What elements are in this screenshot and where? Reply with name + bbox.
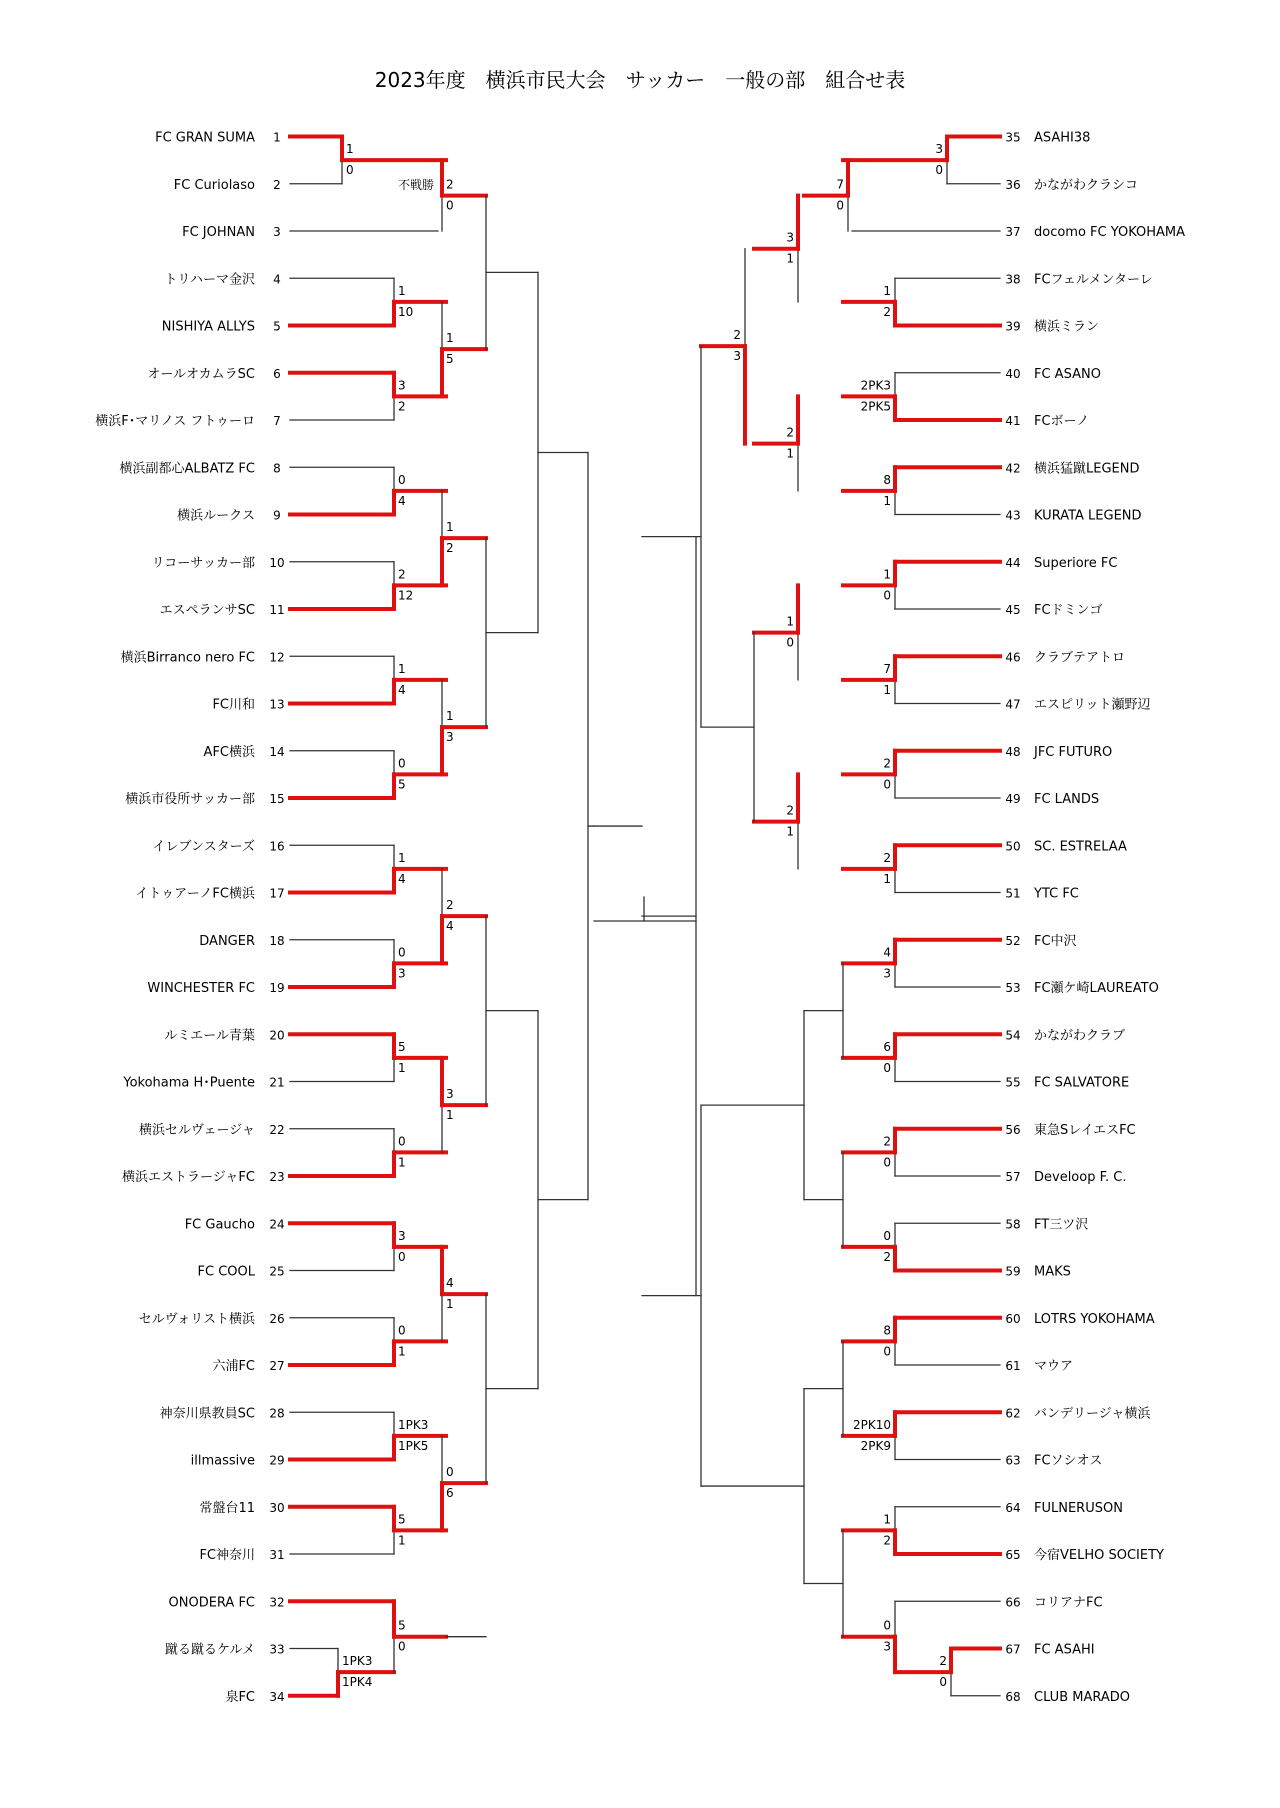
team-name: コリアナFC (1034, 1595, 1103, 1611)
team-name: かながわクラシコ (1034, 177, 1139, 193)
team-number: 58 (1005, 1217, 1021, 1232)
team-number: 40 (1005, 366, 1021, 381)
team-number: 9 (273, 508, 281, 523)
match-score: 8 (883, 472, 891, 487)
match-score: 0 (883, 588, 891, 603)
match-score: 3 (398, 378, 406, 393)
team-number: 68 (1005, 1689, 1021, 1704)
team-number: 56 (1005, 1122, 1021, 1137)
match-score: 5 (398, 777, 406, 792)
match-score: 4 (398, 682, 406, 697)
team-number: 23 (269, 1170, 285, 1184)
team-name: DANGER (199, 933, 255, 949)
team-name: FC神奈川 (199, 1548, 255, 1563)
match-score: 0 (398, 472, 406, 487)
team-name: FC ASAHI (1034, 1642, 1095, 1658)
match-score: 1 (398, 1060, 406, 1075)
team-name: MAKS (1034, 1264, 1071, 1280)
team-number: 6 (273, 366, 281, 381)
team-number: 42 (1005, 461, 1021, 476)
match-score: 0 (446, 198, 454, 213)
match-score: 0 (398, 1323, 406, 1338)
team-number: 34 (269, 1689, 285, 1704)
match-score: 0 (398, 945, 406, 960)
match-score: 3 (935, 142, 943, 157)
team-number: 38 (1005, 272, 1021, 287)
team-number: 31 (269, 1548, 285, 1562)
team-number: 5 (273, 319, 281, 334)
walkover-label: 不戦勝 (398, 177, 435, 192)
team-number: 20 (269, 1028, 285, 1043)
team-number: 8 (273, 461, 281, 476)
team-name: FCフェルメンターレ (1034, 272, 1153, 288)
team-name: バンデリージャ横浜 (1034, 1406, 1151, 1422)
team-number: 11 (269, 603, 285, 617)
match-score: 5 (446, 352, 454, 367)
match-score: 3 (733, 349, 741, 364)
match-score: 0 (346, 163, 354, 178)
match-score: 0 (883, 1618, 891, 1633)
team-name: イトゥアーノFC横浜 (135, 886, 255, 902)
team-number: 47 (1005, 697, 1021, 712)
match-score: 7 (836, 177, 844, 192)
team-name: LOTRS YOKOHAMA (1034, 1311, 1155, 1327)
team-name: FC ASANO (1034, 366, 1101, 382)
team-number: 61 (1005, 1359, 1021, 1373)
team-name: 六浦FC (212, 1359, 255, 1374)
team-name: Develoop F. C. (1034, 1170, 1127, 1185)
team-number: 16 (269, 839, 285, 854)
match-score: 7 (883, 661, 891, 676)
match-score: 6 (446, 1486, 454, 1501)
match-score: 0 (786, 635, 794, 650)
match-score: 2 (733, 328, 741, 343)
team-number: 24 (269, 1217, 285, 1232)
match-score: 2PK10 (852, 1417, 891, 1432)
team-number: 18 (269, 933, 285, 948)
team-name: FC JOHNAN (182, 225, 255, 240)
match-score: 3 (446, 730, 454, 745)
team-number: 14 (269, 744, 285, 759)
team-name: KURATA LEGEND (1034, 508, 1142, 524)
match-score: 0 (398, 756, 406, 771)
team-number: 21 (269, 1075, 285, 1090)
match-score: 2 (883, 850, 891, 865)
team-number: 1 (273, 130, 281, 145)
match-score: 5 (398, 1618, 406, 1633)
match-score: 1 (446, 1108, 454, 1123)
team-name: NISHIYA ALLYS (161, 319, 255, 335)
match-score: 1 (446, 520, 454, 535)
team-number: 19 (269, 981, 285, 995)
match-score: 1 (786, 446, 794, 461)
team-number: 46 (1005, 650, 1021, 665)
team-name: JFC FUTURO (1034, 744, 1113, 760)
team-name: クラブテアトロ (1034, 650, 1126, 666)
team-number: 41 (1005, 414, 1021, 428)
match-score: 1 (883, 283, 891, 298)
match-score: 1 (883, 871, 891, 886)
match-score: 0 (883, 777, 891, 792)
team-name: エスピリット瀬野辺 (1034, 697, 1151, 713)
match-score: 2PK5 (860, 399, 891, 414)
team-number: 29 (269, 1453, 285, 1468)
match-score: 1 (398, 1155, 406, 1170)
match-score: 0 (935, 163, 943, 178)
team-name: FC瀬ケ崎LAUREATO (1034, 981, 1159, 996)
match-score: 3 (446, 1087, 454, 1102)
team-number: 66 (1005, 1595, 1021, 1610)
team-name: 横浜F･マリノス フトゥーロ (95, 414, 255, 429)
team-number: 25 (269, 1264, 285, 1279)
team-name: FC中沢 (1034, 933, 1077, 949)
team-number: 64 (1005, 1500, 1021, 1515)
team-name: 蹴る蹴るケルメ (165, 1642, 255, 1658)
match-score: 0 (398, 1639, 406, 1654)
team-number: 43 (1005, 508, 1021, 523)
match-score: 2PK3 (860, 378, 891, 393)
team-number: 7 (273, 414, 281, 428)
team-number: 22 (269, 1122, 285, 1137)
team-name: ONODERA FC (168, 1595, 255, 1611)
match-score: 1PK3 (342, 1654, 373, 1669)
team-name: FT三ツ沢 (1034, 1217, 1089, 1233)
match-score: 5 (398, 1039, 406, 1054)
team-number: 65 (1005, 1548, 1021, 1562)
team-name: FULNERUSON (1034, 1500, 1123, 1516)
team-number: 13 (269, 697, 285, 712)
team-name: トリハーマ金沢 (164, 272, 255, 288)
team-number: 3 (273, 225, 281, 239)
match-score: 12 (398, 588, 414, 603)
match-score: 1 (398, 661, 406, 676)
team-name: CLUB MARADO (1034, 1689, 1130, 1705)
team-name: illmassive (190, 1453, 255, 1469)
match-score: 4 (446, 919, 454, 934)
team-name: イレブンスターズ (152, 839, 255, 855)
team-name: セルヴォリスト横浜 (138, 1311, 255, 1327)
match-score: 0 (883, 1228, 891, 1243)
team-name: 泉FC (225, 1689, 255, 1705)
match-score: 10 (398, 304, 414, 319)
match-score: 0 (446, 1465, 454, 1480)
team-name: AFC横浜 (203, 744, 255, 760)
team-number: 48 (1005, 744, 1021, 759)
match-score: 4 (398, 493, 406, 508)
team-number: 10 (269, 555, 285, 570)
team-number: 60 (1005, 1311, 1021, 1326)
match-score: 2 (398, 567, 406, 582)
match-score: 1 (786, 824, 794, 839)
match-score: 3 (883, 1639, 891, 1654)
team-name: FC SALVATORE (1034, 1075, 1130, 1091)
team-number: 67 (1005, 1642, 1021, 1657)
match-score: 1 (883, 682, 891, 697)
team-name: 神奈川県教員SC (159, 1406, 255, 1422)
team-name: 横浜セルヴェージャ (139, 1122, 255, 1138)
match-score: 1 (883, 493, 891, 508)
match-score: 2PK9 (860, 1438, 891, 1453)
team-number: 49 (1005, 792, 1021, 806)
team-name: WINCHESTER FC (147, 981, 255, 996)
match-score: 2 (883, 1134, 891, 1149)
team-name: 横浜ルークス (177, 508, 255, 524)
match-score: 1 (346, 142, 354, 157)
match-score: 1 (883, 1512, 891, 1527)
match-score: 2 (398, 399, 406, 414)
match-score: 2 (446, 177, 454, 192)
match-score: 2 (446, 541, 454, 556)
team-name: FC Gaucho (184, 1217, 255, 1233)
match-score: 1 (786, 251, 794, 266)
team-number: 17 (269, 886, 285, 901)
team-name: 横浜市役所サッカー部 (125, 792, 255, 807)
match-score: 6 (883, 1039, 891, 1054)
match-score: 1 (398, 1344, 406, 1359)
match-score: 3 (786, 230, 794, 245)
team-number: 63 (1005, 1453, 1021, 1468)
team-name: SC. ESTRELAA (1034, 839, 1127, 855)
team-number: 4 (273, 272, 281, 287)
match-score: 1 (398, 283, 406, 298)
team-number: 57 (1005, 1170, 1021, 1184)
match-score: 4 (883, 945, 891, 960)
match-score: 0 (398, 1249, 406, 1264)
team-name: リコーサッカー部 (151, 555, 255, 571)
team-number: 53 (1005, 981, 1021, 995)
team-number: 50 (1005, 839, 1021, 854)
match-score: 0 (883, 1060, 891, 1075)
team-name: FC COOL (197, 1264, 255, 1280)
match-score: 1 (786, 614, 794, 629)
match-score: 3 (883, 966, 891, 981)
team-name: 横浜猛蹴LEGEND (1034, 461, 1140, 477)
team-name: 横浜エストラージャFC (121, 1170, 255, 1185)
match-score: 0 (398, 1134, 406, 1149)
team-number: 32 (269, 1595, 285, 1610)
team-name: 今宿VELHO SOCIETY (1034, 1548, 1164, 1563)
team-number: 27 (269, 1359, 285, 1373)
match-score: 3 (398, 966, 406, 981)
team-number: 52 (1005, 933, 1021, 948)
match-score: 1 (883, 567, 891, 582)
match-score: 1 (446, 1297, 454, 1312)
team-number: 35 (1005, 130, 1021, 145)
match-score: 2 (446, 898, 454, 913)
match-score: 1 (446, 709, 454, 724)
team-name: YTC FC (1034, 886, 1079, 902)
match-score: 0 (836, 198, 844, 213)
match-score: 4 (398, 871, 406, 886)
team-number: 2 (273, 177, 281, 192)
match-score: 2 (883, 304, 891, 319)
team-name: 横浜Birranco nero FC (120, 650, 255, 666)
team-name: FCボーノ (1034, 414, 1090, 429)
match-score: 0 (883, 1155, 891, 1170)
team-name: FCソシオス (1034, 1453, 1103, 1469)
team-name: FCドミンゴ (1034, 603, 1103, 618)
team-name: Superiore FC (1034, 555, 1118, 571)
team-name: Yokohama H･Puente (123, 1075, 255, 1091)
match-score: 3 (398, 1228, 406, 1243)
match-score: 2 (939, 1654, 947, 1669)
team-number: 36 (1005, 177, 1021, 192)
match-score: 0 (939, 1675, 947, 1690)
team-number: 44 (1005, 555, 1021, 570)
team-name: ルミエール青葉 (164, 1028, 255, 1044)
match-score: 2 (786, 803, 794, 818)
team-number: 54 (1005, 1028, 1021, 1043)
match-score: 1PK4 (342, 1675, 373, 1690)
team-name: FC GRAN SUMA (155, 130, 255, 146)
team-name: オールオカムラSC (147, 366, 255, 382)
team-number: 12 (269, 650, 285, 665)
team-number: 51 (1005, 886, 1021, 901)
match-score: 0 (883, 1344, 891, 1359)
team-number: 39 (1005, 319, 1021, 334)
team-number: 59 (1005, 1264, 1021, 1279)
match-score: 2 (786, 425, 794, 440)
match-score: 5 (398, 1512, 406, 1527)
team-number: 55 (1005, 1075, 1021, 1090)
match-score: 2 (883, 756, 891, 771)
team-name: かながわクラブ (1034, 1028, 1126, 1044)
team-name: 東急SレイエスFC (1034, 1122, 1136, 1138)
match-score: 1 (446, 331, 454, 346)
team-number: 33 (269, 1642, 285, 1657)
team-name: ASAHI38 (1034, 130, 1091, 146)
team-name: 常盤台11 (199, 1500, 255, 1516)
team-number: 15 (269, 792, 285, 806)
team-name: FC LANDS (1034, 792, 1100, 807)
team-number: 28 (269, 1406, 285, 1421)
match-score: 1PK5 (398, 1438, 429, 1453)
team-name: マウア (1034, 1359, 1074, 1374)
match-score: 4 (446, 1276, 454, 1291)
match-score: 8 (883, 1323, 891, 1338)
match-score: 2 (883, 1249, 891, 1264)
team-number: 45 (1005, 603, 1021, 617)
team-name: 横浜副都心ALBATZ FC (119, 461, 255, 477)
match-score: 2 (883, 1533, 891, 1548)
match-score: 1 (398, 1533, 406, 1548)
team-number: 37 (1005, 225, 1021, 239)
team-name: FC川和 (212, 697, 255, 713)
team-number: 62 (1005, 1406, 1021, 1421)
match-score: 1PK3 (398, 1417, 429, 1432)
team-name: 横浜ミラン (1034, 319, 1100, 335)
team-number: 26 (269, 1311, 285, 1326)
match-score: 1 (398, 850, 406, 865)
team-name: FC Curiolaso (173, 177, 255, 193)
team-name: エスペランサSC (159, 603, 255, 618)
team-number: 30 (269, 1500, 285, 1515)
team-name: docomo FC YOKOHAMA (1034, 225, 1186, 240)
page-title: 2023年度 横浜市民大会 サッカー 一般の部 組合せ表 (374, 68, 906, 92)
